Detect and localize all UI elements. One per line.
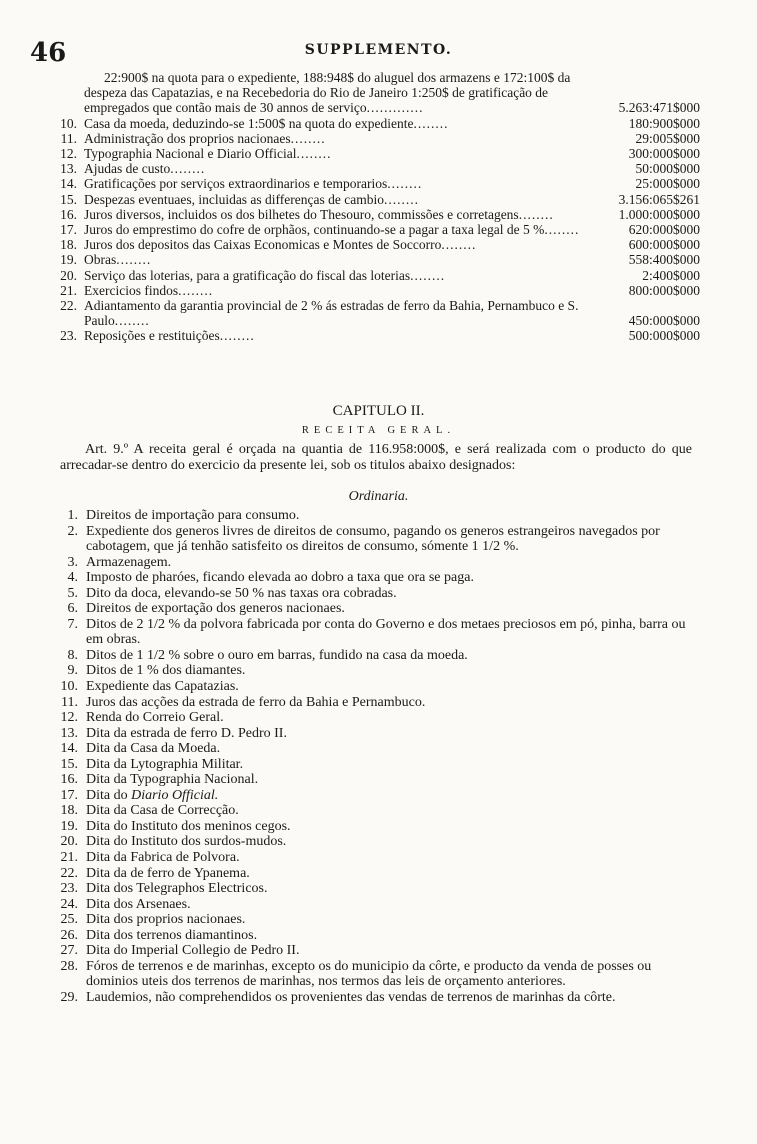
revenue-row bbox=[40, 866, 700, 882]
intro-entry: 22:900$ na quota para o expediente, 188:948$ do aluguel dos armazens e 172:100$ da despeza das Capatazias, e na Recebedoria do Rio de Janeiro 1:250$ de gratificação de empregados que contão mais de 30 annos de serviço............. 5.263:471$000 bbox=[84, 70, 700, 116]
revenue-row bbox=[40, 710, 700, 726]
revenue-description: Direitos de importação para consumo. bbox=[86, 508, 300, 523]
revenue-description: Dita da Lytographia Militar. bbox=[86, 756, 244, 772]
revenue-description: Direitos de exportação dos generos nacionaes. bbox=[86, 601, 345, 617]
revenue-description: Juros das acções da estrada de ferro da Bahia e Pernambuco. bbox=[86, 694, 426, 710]
expense-number: 23. bbox=[60, 328, 77, 344]
article-paragraph bbox=[60, 442, 692, 474]
revenue-number: 21. bbox=[60, 850, 78, 866]
revenue-number: 27. bbox=[60, 943, 78, 959]
expense-value: 1.000:000$000 bbox=[618, 206, 700, 222]
expense-description: Gratificações por serviços extraordinarios e temporarios bbox=[84, 176, 388, 192]
expense-number: 16. bbox=[60, 206, 77, 222]
intro-value: 5.263:471$000 bbox=[618, 100, 700, 116]
revenue-row bbox=[40, 601, 700, 617]
revenue-number: 22. bbox=[60, 865, 78, 881]
revenue-description: Ditos de 1 % dos diamantes. bbox=[86, 663, 246, 679]
revenue-number: 19. bbox=[60, 818, 78, 834]
revenue-description: Dita dos proprios nacionaes. bbox=[86, 912, 246, 928]
revenue-number: 6. bbox=[67, 601, 78, 617]
expense-row: 23. Reposições e restituições........ 500:000$000 bbox=[40, 328, 700, 343]
expense-list bbox=[40, 70, 700, 344]
revenue-row bbox=[40, 850, 700, 866]
revenue-description: Ditos de 2 1/2 % da polvora fabricada por conta do Governo e dos metaes preciosos em pó, pinha, barra ou em obras. bbox=[86, 616, 686, 648]
revenue-description: Ditos de 1 1/2 % sobre o ouro em barras, fundido na casa da moeda. bbox=[86, 647, 468, 663]
revenue-number: 17. bbox=[60, 787, 78, 803]
expense-value: 600:000$000 bbox=[628, 237, 700, 253]
revenue-number: 10. bbox=[60, 679, 78, 695]
expense-description: Ajudas de custo bbox=[84, 161, 171, 177]
revenue-number: 9. bbox=[67, 663, 78, 679]
revenue-description: Dita dos Telegraphos Electricos. bbox=[86, 881, 268, 897]
revenue-list bbox=[40, 508, 700, 1006]
expense-number: 15. bbox=[60, 191, 77, 207]
revenue-number: 12. bbox=[60, 710, 78, 726]
revenue-number: 29. bbox=[60, 989, 78, 1005]
revenue-number: 8. bbox=[67, 647, 78, 663]
expense-value: 2:400$000 bbox=[642, 267, 700, 283]
expense-row: 11. Administração dos proprios nacionaes........ 29:005$000 bbox=[40, 131, 700, 146]
revenue-row bbox=[40, 648, 700, 664]
expense-value: 29:005$000 bbox=[635, 130, 700, 146]
expense-description: Juros diversos, incluidos os dos bilhetes do Thesouro, commissões e corretagens bbox=[84, 206, 519, 222]
expense-value: 50:000$000 bbox=[635, 161, 700, 177]
expense-value: 800:000$000 bbox=[628, 282, 700, 298]
expense-row: 18. Juros dos depositos das Caixas Economicas e Montes de Soccorro........ 600:000$000 bbox=[40, 237, 700, 252]
expense-number: 14. bbox=[60, 176, 77, 192]
revenue-row bbox=[40, 524, 700, 555]
expense-number: 21. bbox=[60, 282, 77, 298]
expense-row: 13. Ajudas de custo........ 50:000$000 bbox=[40, 161, 700, 176]
revenue-row bbox=[40, 570, 700, 586]
revenue-row bbox=[40, 834, 700, 850]
revenue-description: Dita da Casa da Moeda. bbox=[86, 741, 221, 757]
revenue-description: Expediente das Capatazias. bbox=[86, 679, 239, 695]
expense-value: 620:000$000 bbox=[628, 222, 700, 238]
expense-number: 13. bbox=[60, 161, 77, 177]
expense-description: Serviço das loterias, para a gratificação do fiscal das loterias bbox=[84, 267, 411, 283]
revenue-row bbox=[40, 819, 700, 835]
revenue-row bbox=[40, 803, 700, 819]
revenue-number: 16. bbox=[60, 772, 78, 788]
expense-value: 180:900$000 bbox=[628, 115, 700, 131]
expense-description: Casa da moeda, deduzindo-se 1:500$ na quota do expediente bbox=[84, 115, 414, 131]
revenue-description: Dita da de ferro de Ypanema. bbox=[86, 865, 250, 881]
expense-description: Juros dos depositos das Caixas Economicas e Montes de Soccorro bbox=[84, 237, 442, 253]
expense-description: Despezas eventuaes, incluidas as differenças de cambio bbox=[84, 191, 384, 207]
revenue-number: 5. bbox=[67, 585, 78, 601]
revenue-row bbox=[40, 757, 700, 773]
expense-number: 19. bbox=[60, 252, 77, 268]
revenue-row bbox=[40, 928, 700, 944]
expense-row: 17. Juros do emprestimo do cofre de orphãos, continuando-se a pagar a taxa legal de 5 %........ 620:000$000 bbox=[40, 222, 700, 237]
revenue-row bbox=[40, 617, 700, 648]
expense-description: Reposições e restituições bbox=[84, 328, 220, 344]
revenue-description: Expediente dos generos livres de direitos de consumo, pagando os generos estrangeiros navegados por cabotagem, que já tenhão satisfeito os direitos de consumo, sómente 1 1/2 %. bbox=[86, 523, 660, 555]
revenue-row bbox=[40, 959, 700, 990]
revenue-description: Dita do Instituto dos meninos cegos. bbox=[86, 818, 291, 834]
revenue-row bbox=[40, 679, 700, 695]
revenue-row bbox=[40, 881, 700, 897]
revenue-number: 3. bbox=[67, 554, 78, 570]
revenue-number: 26. bbox=[60, 927, 78, 943]
revenue-number: 14. bbox=[60, 741, 78, 757]
revenue-row bbox=[40, 897, 700, 913]
expense-value: 25:000$000 bbox=[635, 176, 700, 192]
subheading: Ordinaria. bbox=[348, 489, 409, 504]
expense-row: 19. Obras........ 558:400$000 bbox=[40, 252, 700, 267]
expense-description: Typographia Nacional e Diario Official bbox=[84, 146, 297, 162]
revenue-row bbox=[40, 726, 700, 742]
revenue-number: 2. bbox=[67, 523, 78, 539]
revenue-row bbox=[40, 788, 700, 804]
revenue-row bbox=[40, 586, 700, 602]
expense-row: 14. Gratificações por serviços extraordinarios e temporarios........ 25:000$000 bbox=[40, 176, 700, 191]
expense-value: 300:000$000 bbox=[628, 146, 700, 162]
running-header: SUPPLEMENTO. bbox=[304, 42, 453, 58]
intro-text: 22:900$ na quota para o expediente, 188:948$ do aluguel dos armazens e 172:100$ da despeza das Capatazias, e na Recebedoria do Rio de Janeiro 1:250$ de gratificação de empregados que contão mais de 30 annos de serviço bbox=[84, 70, 571, 116]
revenue-number: 20. bbox=[60, 834, 78, 850]
revenue-number: 11. bbox=[61, 694, 78, 710]
revenue-number: 28. bbox=[60, 958, 78, 974]
chapter-title: CAPITULO II. bbox=[332, 403, 425, 419]
expense-number: 18. bbox=[60, 237, 77, 253]
revenue-row bbox=[40, 555, 700, 571]
revenue-row bbox=[40, 943, 700, 959]
revenue-number: 24. bbox=[60, 896, 78, 912]
section-title: RECEITA GERAL. bbox=[301, 425, 456, 436]
revenue-row bbox=[40, 695, 700, 711]
revenue-description: Dita da estrada de ferro D. Pedro II. bbox=[86, 725, 287, 741]
expense-row: 10. Casa da moeda, deduzindo-se 1:500$ na quota do expediente........ 180:900$000 bbox=[40, 116, 700, 131]
page-number: 46 bbox=[30, 38, 67, 68]
article-label: Art. 9.º bbox=[85, 442, 129, 457]
expense-row: 22. Adiantamento da garantia provincial de 2 % ás estradas de ferro da Bahia, Pernambuco e S. Paulo........ 450:000$000 bbox=[40, 298, 700, 328]
revenue-italic-title: Diario Official. bbox=[131, 787, 219, 803]
expense-number: 20. bbox=[60, 267, 77, 283]
expense-number: 11. bbox=[60, 130, 77, 146]
revenue-description: Dita da Typographia Nacional. bbox=[86, 772, 259, 788]
expense-row: 12. Typographia Nacional e Diario Official........ 300:000$000 bbox=[40, 146, 700, 161]
revenue-description: Armazenagem. bbox=[86, 554, 172, 570]
revenue-row bbox=[40, 772, 700, 788]
expense-number: 17. bbox=[60, 222, 77, 238]
expense-description: Administração dos proprios nacionaes bbox=[84, 130, 291, 146]
expense-value: 450:000$000 bbox=[628, 313, 700, 329]
expense-number: 12. bbox=[60, 146, 77, 162]
revenue-row bbox=[40, 663, 700, 679]
article-text: A receita geral é orçada na quantia de 116.958:000$, e será realizada com o producto do que arrecadar-se dentro do exercicio da presente lei, sob os titulos abaixo designados: bbox=[60, 442, 692, 473]
revenue-description: Dita da Fabrica de Polvora. bbox=[86, 850, 240, 866]
revenue-description: Renda do Correio Geral. bbox=[86, 710, 224, 726]
revenue-row bbox=[40, 990, 700, 1006]
revenue-description: Dita do Imperial Collegio de Pedro II. bbox=[86, 943, 300, 959]
expense-value: 558:400$000 bbox=[628, 252, 700, 268]
revenue-description: Dita dos Arsenaes. bbox=[86, 896, 191, 912]
revenue-description: Dita do bbox=[86, 787, 132, 803]
expense-description: Juros do emprestimo do cofre de orphãos, continuando-se a pagar a taxa legal de 5 % bbox=[84, 222, 545, 238]
revenue-description: Dita da Casa de Correcção. bbox=[86, 803, 239, 819]
expense-value: 3.156:065$261 bbox=[618, 191, 700, 207]
revenue-number: 13. bbox=[60, 725, 78, 741]
expense-number: 22. bbox=[60, 298, 77, 314]
expense-value: 500:000$000 bbox=[628, 328, 700, 344]
revenue-description: Dito da doca, elevando-se 50 % nas taxas ora cobradas. bbox=[86, 585, 397, 601]
revenue-number: 25. bbox=[60, 912, 78, 928]
revenue-description: Imposto de pharóes, ficando elevada ao dobro a taxa que ora se paga. bbox=[86, 570, 474, 586]
revenue-row bbox=[40, 741, 700, 757]
expense-row: 20. Serviço das loterias, para a gratificação do fiscal das loterias........ 2:400$000 bbox=[40, 268, 700, 283]
revenue-description: Dita dos terrenos diamantinos. bbox=[86, 927, 258, 943]
revenue-row bbox=[40, 912, 700, 928]
expense-row: 15. Despezas eventuaes, incluidas as differenças de cambio........ 3.156:065$261 bbox=[40, 192, 700, 207]
revenue-number: 18. bbox=[60, 803, 78, 819]
revenue-number: 1. bbox=[67, 508, 78, 523]
revenue-description: Laudemios, não comprehendidos os provenientes das vendas de terrenos de marinhas da côrte. bbox=[86, 989, 616, 1005]
revenue-number: 15. bbox=[60, 756, 78, 772]
expense-row: 21. Exercicios findos........ 800:000$000 bbox=[40, 283, 700, 298]
expense-row: 16. Juros diversos, incluidos os dos bilhetes do Thesouro, commissões e corretagens........ 1.000:000$000 bbox=[40, 207, 700, 222]
expense-description: Exercicios findos bbox=[84, 282, 179, 298]
revenue-number: 23. bbox=[60, 881, 78, 897]
revenue-description: Fóros de terrenos e de marinhas, excepto os do municipio da côrte, e producto da venda de posses ou dominios uteis dos terrenos de marinhas, nos termos das leis de orçamento anteriores. bbox=[86, 958, 652, 990]
expense-description: Obras bbox=[84, 252, 117, 268]
expense-description: Adiantamento da garantia provincial de 2 % ás estradas de ferro da Bahia, Pernambuco e S. Paulo bbox=[84, 298, 579, 329]
revenue-number: 7. bbox=[67, 616, 78, 632]
revenue-row bbox=[40, 508, 700, 524]
revenue-description: Dita do Instituto dos surdos-mudos. bbox=[86, 834, 287, 850]
expense-number: 10. bbox=[60, 115, 77, 131]
revenue-number: 4. bbox=[67, 570, 78, 586]
